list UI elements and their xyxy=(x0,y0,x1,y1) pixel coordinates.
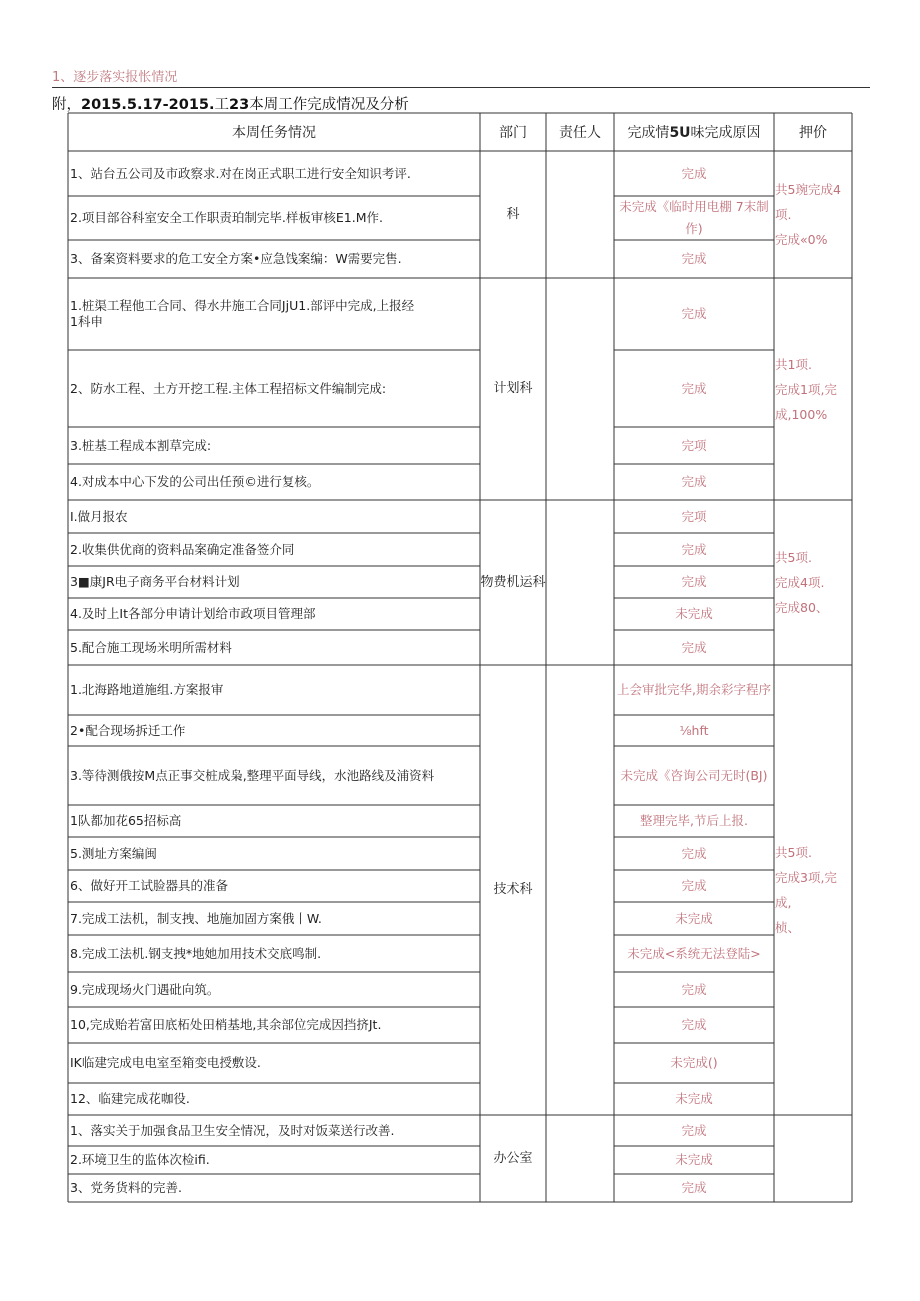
task-cell xyxy=(70,1146,478,1174)
status-cell xyxy=(615,566,773,598)
task-cell xyxy=(70,1174,478,1202)
task-cell-text: 10,完成贻若富田底柘处田梢基地,其余部位完成因挡挤Jt. xyxy=(70,1017,382,1032)
task-cell-text: 4.对成本中心下发的公司出任预©进行复核。 xyxy=(70,474,320,489)
status-cell-text: 未完成《临时用电棚 7末制作) xyxy=(619,199,769,236)
task-cell xyxy=(70,196,478,240)
status-cell-text: 完成 xyxy=(681,251,707,266)
heading-mid: 工 xyxy=(214,97,230,113)
task-cell xyxy=(70,805,478,837)
heading-suffix: 本周工作完成情况及分析 xyxy=(249,97,409,113)
status-cell xyxy=(615,1146,773,1174)
evaluation-cell-text: 共5项. xyxy=(775,550,812,565)
status-cell-text: 未完成 xyxy=(675,1091,713,1106)
task-cell xyxy=(70,715,478,746)
status-cell xyxy=(615,870,773,902)
task-cell xyxy=(70,464,478,500)
task-cell xyxy=(70,1083,478,1115)
evaluation-cell-text: 完成4项. xyxy=(775,575,825,590)
task-cell-text: 3.桩基工程成本割草完成: xyxy=(70,437,212,453)
status-cell-text: 未完成() xyxy=(670,1055,718,1070)
status-cell-text: 完项 xyxy=(681,437,707,453)
status-cell xyxy=(615,1115,773,1146)
task-cell xyxy=(70,350,478,427)
status-cell xyxy=(615,746,773,805)
status-cell-text: 完成 xyxy=(681,981,707,997)
status-cell-text: 完成 xyxy=(681,380,707,396)
evaluation-cell-text: 桢、 xyxy=(775,920,801,935)
task-cell-text: 2.收集供优商的资料品案确定准备签介同 xyxy=(70,541,295,557)
task-cell-text: IK临建完成电电室至箱变电授敷设. xyxy=(70,1055,261,1070)
task-cell xyxy=(70,1043,478,1083)
status-cell-text: 未完成 xyxy=(675,1152,713,1167)
task-cell xyxy=(70,972,478,1007)
task-cell-text: 3、备案资料要求的危工安全方案•应急饯案编：W需要完售. xyxy=(70,251,402,266)
evaluation-cell-text: 共5项. xyxy=(775,845,812,860)
task-cell xyxy=(70,427,478,464)
status-cell xyxy=(615,805,773,837)
task-cell-text: 3、党务货料的完善. xyxy=(70,1180,182,1195)
task-cell-text: 5.配合施工现场米明所需材料 xyxy=(70,639,232,655)
status-cell-text: 完成 xyxy=(681,306,707,321)
evaluation-cell-text: 共5琬完成4项. xyxy=(775,182,841,222)
department-cell xyxy=(480,278,546,500)
header-dept: 部门 xyxy=(499,125,527,141)
department-cell xyxy=(480,665,546,1115)
status-cell-text: 未完成 xyxy=(675,606,713,621)
evaluation-cell-text: 共1项. xyxy=(775,356,812,372)
task-cell-text: 2.环境卫生的监体次检ifi. xyxy=(70,1152,210,1167)
evaluation-cell-text: 完成80、 xyxy=(775,600,829,615)
task-cell-text: 4.及时上It各部分申请计划给市政项目管理部 xyxy=(70,606,316,621)
task-cell-text: 1科申 xyxy=(70,314,103,329)
task-cell xyxy=(70,902,478,935)
status-cell xyxy=(615,715,773,746)
status-cell xyxy=(615,1174,773,1202)
header-status-c: 味完成原因 xyxy=(690,125,761,141)
task-cell xyxy=(70,630,478,665)
task-cell-text: I.做月报农 xyxy=(70,508,128,524)
status-cell xyxy=(615,972,773,1007)
heading-dates: 2015.5.17-2015. xyxy=(81,97,215,113)
status-cell-text: 完成 xyxy=(681,1180,707,1195)
task-cell xyxy=(70,151,478,196)
task-cell-text: 1.桩渠工程他工合同、得水井施工合同JjU1.部评中完成,上报经 xyxy=(70,298,415,313)
status-cell xyxy=(615,350,773,427)
status-cell xyxy=(615,1083,773,1115)
status-cell xyxy=(615,837,773,870)
department-cell-text: 计划科 xyxy=(493,381,533,396)
status-cell xyxy=(615,464,773,500)
task-cell xyxy=(70,837,478,870)
status-cell xyxy=(615,1043,773,1083)
status-cell xyxy=(615,598,773,630)
status-cell xyxy=(615,500,773,533)
evaluation-cell-text: 完成«0% xyxy=(775,232,828,247)
heading-num: 23 xyxy=(229,97,250,113)
status-cell-text: 完成 xyxy=(681,165,707,181)
task-cell-text: 9.完成现场火门遇砒向筑。 xyxy=(70,981,220,997)
task-cell-text: 3■康JR电子商务平台材料计划 xyxy=(70,574,240,589)
status-cell-text: 完成 xyxy=(681,639,707,655)
task-cell-text: 1、站台五公司及市政察求.对在岗正式职工进行安全知识考评. xyxy=(70,165,411,181)
department-cell xyxy=(480,500,546,665)
department-cell-text: 办公室 xyxy=(493,1150,533,1166)
task-cell xyxy=(70,935,478,972)
status-cell-text: 未完成 xyxy=(675,910,713,926)
task-cell-text: 3.等待测俄按M点正事交桩成枭,整理平面导线，水池路线及浦资料 xyxy=(70,767,435,783)
department-cell xyxy=(480,1115,546,1202)
department-cell-text: 科 xyxy=(506,206,520,222)
task-cell-text: 1队都加花65招标高 xyxy=(70,813,182,828)
department-cell-text: 物费机运科 xyxy=(480,574,546,590)
task-cell-text: 6、做好开工试脸器具的准备 xyxy=(70,878,228,893)
task-cell-text: 8.完成工法机.钢支拽*地她加用技术交底鸣制. xyxy=(70,945,322,961)
task-cell-text: 2、防水工程、土方开挖工程.主体工程招标文件编制完成: xyxy=(70,380,387,396)
status-cell xyxy=(615,196,773,240)
status-cell-text: 完成 xyxy=(681,474,707,489)
status-cell xyxy=(615,278,773,350)
task-cell-text: 1、落实关于加强食品卫生安全情况，及时对饭菜送行改善. xyxy=(70,1122,395,1138)
task-cell-text: 1.北海路地道施组.方案报审 xyxy=(70,682,224,697)
status-cell-text: 完成 xyxy=(681,845,707,861)
task-cell xyxy=(70,278,478,350)
task-cell-text: 12、临建完成花咖役. xyxy=(70,1091,190,1106)
status-cell xyxy=(615,151,773,196)
status-cell xyxy=(615,427,773,464)
status-cell-text: 上会审批完华,期余彩字程序 xyxy=(617,682,771,697)
task-cell xyxy=(70,665,478,715)
header-status xyxy=(614,122,774,142)
evaluation-cell xyxy=(775,665,851,1115)
status-cell-text: 整理完毕,节后上报. xyxy=(640,813,748,828)
status-cell-text: 未完成<系统无法登陆> xyxy=(627,945,761,961)
status-cell-text: 完成 xyxy=(681,1017,707,1032)
task-cell xyxy=(70,746,478,805)
top-note: 1、逐步落实报怅情况 xyxy=(52,70,178,85)
status-cell xyxy=(615,240,773,278)
task-cell xyxy=(70,533,478,566)
header-eval: 押价 xyxy=(799,125,827,141)
header-status-a: 完成情 xyxy=(627,125,670,141)
status-cell xyxy=(615,630,773,665)
status-cell-text: 完成 xyxy=(681,574,707,589)
department-cell-text: 技术科 xyxy=(493,882,533,897)
task-cell-text: 7.完成工法机，制支拽、地施加固方案俄丨W. xyxy=(70,910,322,926)
status-cell xyxy=(615,1007,773,1043)
evaluation-cell xyxy=(775,500,851,665)
header-owner: 责任人 xyxy=(559,125,601,141)
evaluation-cell xyxy=(775,151,851,278)
status-cell xyxy=(615,902,773,935)
status-cell-text: ⅛hft xyxy=(679,722,709,738)
task-cell-text: 2.项目部谷科室安全工作职责珀制完毕.样板审核E1.M作. xyxy=(70,210,383,225)
status-cell-text: 完成 xyxy=(681,1122,707,1138)
status-cell-text: 完成 xyxy=(681,541,707,557)
status-cell xyxy=(615,533,773,566)
evaluation-cell xyxy=(775,278,851,500)
header-task: 本周任务情况 xyxy=(232,125,316,141)
task-cell xyxy=(70,240,478,278)
task-cell-text: 5.测址方案编闽 xyxy=(70,845,157,861)
status-cell-text: 完成 xyxy=(681,878,707,893)
task-cell xyxy=(70,598,478,630)
status-cell-text: 未完成《咨询公司无时(BJ) xyxy=(620,767,768,783)
status-cell-text: 完项 xyxy=(681,508,707,524)
status-cell xyxy=(615,935,773,972)
heading-prefix: 附， xyxy=(52,97,81,113)
status-cell xyxy=(615,665,773,715)
evaluation-cell-text: 完成1项,完成,100% xyxy=(775,381,837,422)
task-cell xyxy=(70,870,478,902)
task-cell xyxy=(70,500,478,533)
evaluation-cell-text: 完成3项,完成, xyxy=(775,870,837,910)
task-cell-text: 2•配合现场拆迁工作 xyxy=(70,722,186,738)
header-status-b: 5U xyxy=(669,125,691,141)
task-cell xyxy=(70,1007,478,1043)
department-cell xyxy=(480,151,546,278)
task-cell xyxy=(70,1115,478,1146)
task-cell xyxy=(70,566,478,598)
